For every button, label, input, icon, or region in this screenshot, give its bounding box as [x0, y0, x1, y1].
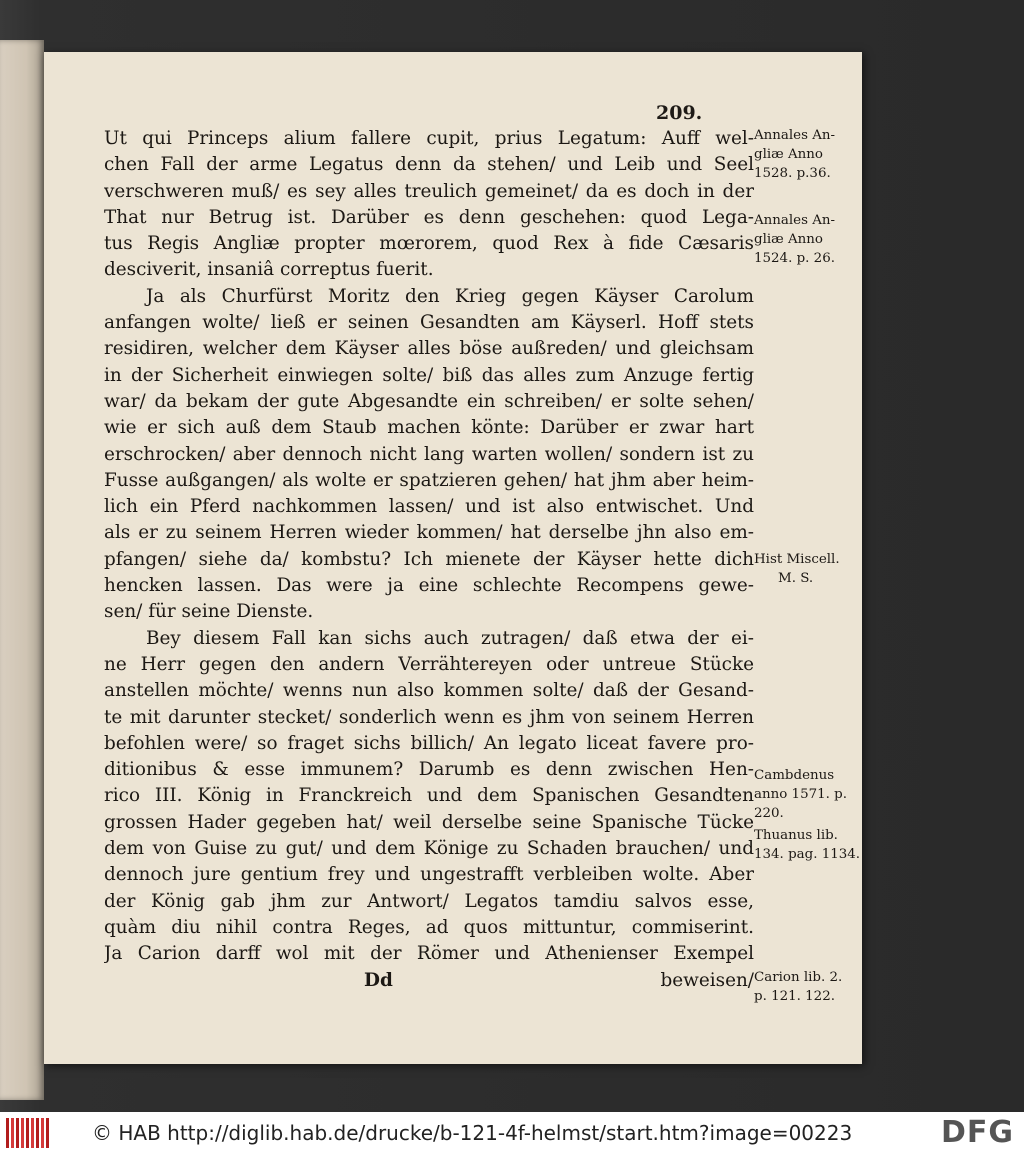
- text-line: Bey diesem Fall kan sichs auch zutragen/ daß etwa der ei-: [146, 627, 754, 649]
- footer-credit: © HAB http://diglib.hab.de/drucke/b-121-4f-helmst/start.htm?image=00223: [92, 1121, 853, 1145]
- text-line: residiren, welcher dem Käyser alles böse außreden/ und gleichsam: [104, 338, 754, 360]
- book-page: [44, 52, 862, 1064]
- margin-note-line: Cambdenus: [754, 768, 835, 783]
- text-line: anstellen möchte/ wenns nun also kommen solte/ daß der Gesand-: [104, 680, 754, 702]
- margin-note-line: 1524. p. 26.: [754, 251, 835, 266]
- dfg-logo: DFG: [940, 1115, 1014, 1150]
- left-page-edge: [0, 40, 44, 1100]
- text-line: der König gab jhm zur Antwort/ Legatos tamdiu salvos esse,: [104, 890, 754, 912]
- text-line: dennoch jure gentium frey und ungestrafft verbleiben wolte. Aber: [104, 864, 754, 886]
- margin-note-line: Thuanus lib.: [754, 828, 838, 843]
- text-line: desciverit, insaniâ correptus fuerit.: [104, 259, 434, 281]
- margin-note-line: 134. pag. 1134.: [754, 847, 861, 862]
- text-line: erschrocken/ aber dennoch nicht lang warten wollen/ sondern ist zu: [104, 443, 754, 465]
- text-line: anfangen wolte/ ließ er seinen Gesandten am Käyserl. Hoff stets: [104, 312, 754, 334]
- text-line: Ut qui Princeps alium fallere cupit, prius Legatum: Auff wel-: [104, 128, 754, 149]
- margin-note-line: gliæ Anno: [754, 147, 823, 162]
- text-line: chen Fall der arme Legatus denn da stehen/ und Leib und Seel: [104, 154, 754, 176]
- margin-note-line: Carion lib. 2.: [754, 970, 843, 985]
- margin-note: [754, 550, 840, 588]
- margin-note-line: Annales An-: [754, 213, 836, 228]
- catchword: beweisen/: [660, 969, 754, 991]
- margin-note: [754, 968, 842, 1006]
- margin-note-line: 220.: [754, 806, 784, 821]
- signature-line: [104, 968, 754, 994]
- margin-note-line: Hist Miscell.: [754, 552, 840, 567]
- text-line: befohlen were/ so fraget sichs billich/ An legato liceat favere pro-: [104, 732, 754, 754]
- text-line: tus Regis Angliæ propter mœrorem, quod Rex à fide Cæsaris: [104, 233, 754, 255]
- text-line: ditionibus & esse immunem? Darumb es denn zwischen Hen-: [104, 759, 754, 781]
- hab-logo-icon: [6, 1118, 50, 1148]
- margin-note-line: p. 121. 122.: [754, 989, 835, 1004]
- text-line: That nur Betrug ist. Darüber es denn geschehen: quod Lega-: [104, 206, 754, 228]
- margin-note-line: gliæ Anno: [754, 232, 823, 247]
- margin-note: [754, 766, 847, 823]
- text-line: hencken lassen. Das were ja eine schlechte Recompens gewe-: [104, 575, 754, 597]
- text-line: pfangen/ siehe da/ kombstu? Ich mienete der Käyser hette dich: [104, 548, 754, 570]
- text-line: ne Herr gegen den andern Verrähtereyen oder untreue Stücke: [104, 653, 754, 675]
- text-line: Ja Carion darff wol mit der Römer und Athenienser Exempel: [104, 943, 754, 965]
- text-line: als er zu seinem Herren wieder kommen/ hat derselbe jhn also em-: [104, 522, 754, 544]
- margin-note: [754, 211, 835, 268]
- text-line: rico III. König in Franckreich und dem Spanischen Gesandten: [104, 785, 754, 807]
- text-line: verschweren muß/ es sey alles treulich gemeinet/ da es doch in der: [104, 180, 754, 202]
- text-line: Fusse außgangen/ als wolte er spatzieren gehen/ hat jhm aber heim-: [104, 469, 754, 491]
- margin-note-line: anno 1571. p.: [754, 787, 847, 802]
- margin-note: [754, 826, 860, 864]
- text-line: grossen Hader gegeben hat/ weil derselbe seine Spanische Tücke: [104, 811, 754, 833]
- margin-note-line: Annales An-: [754, 128, 836, 143]
- margin-note: [754, 126, 835, 183]
- text-line: te mit darunter stecket/ sonderlich wenn es jhm von seinem Herren: [104, 706, 754, 728]
- body-text: [104, 126, 861, 1004]
- text-line: lich ein Pferd nachkommen lassen/ und ist also entwischet. Und: [104, 496, 754, 518]
- text-line: Ja als Churfürst Moritz den Krieg gegen Käyser Carolum: [146, 285, 754, 307]
- margin-note-line: 1528. p.36.: [754, 166, 831, 181]
- text-line: in der Sicherheit einwiegen solte/ biß das alles zum Anzuge fertig: [104, 364, 754, 386]
- text-line: wie er sich auß dem Staub machen könte: Darüber er zwar hart: [104, 417, 754, 439]
- text-line: war/ da bekam der gute Abgesandte ein schreiben/ er solte sehen/: [104, 390, 754, 412]
- text-line: quàm diu nihil contra Reges, ad quos mittuntur, commiserint.: [104, 916, 754, 938]
- page-number: 209.: [656, 102, 703, 124]
- text-line: sen/ für seine Dienste.: [104, 601, 314, 623]
- margin-note-line: M. S.: [778, 571, 814, 586]
- footer-bar: [0, 1112, 1024, 1153]
- text-line: dem von Guise zu gut/ und dem Könige zu Schaden brauchen/ und: [104, 838, 754, 860]
- signature-mark: Dd: [364, 969, 393, 991]
